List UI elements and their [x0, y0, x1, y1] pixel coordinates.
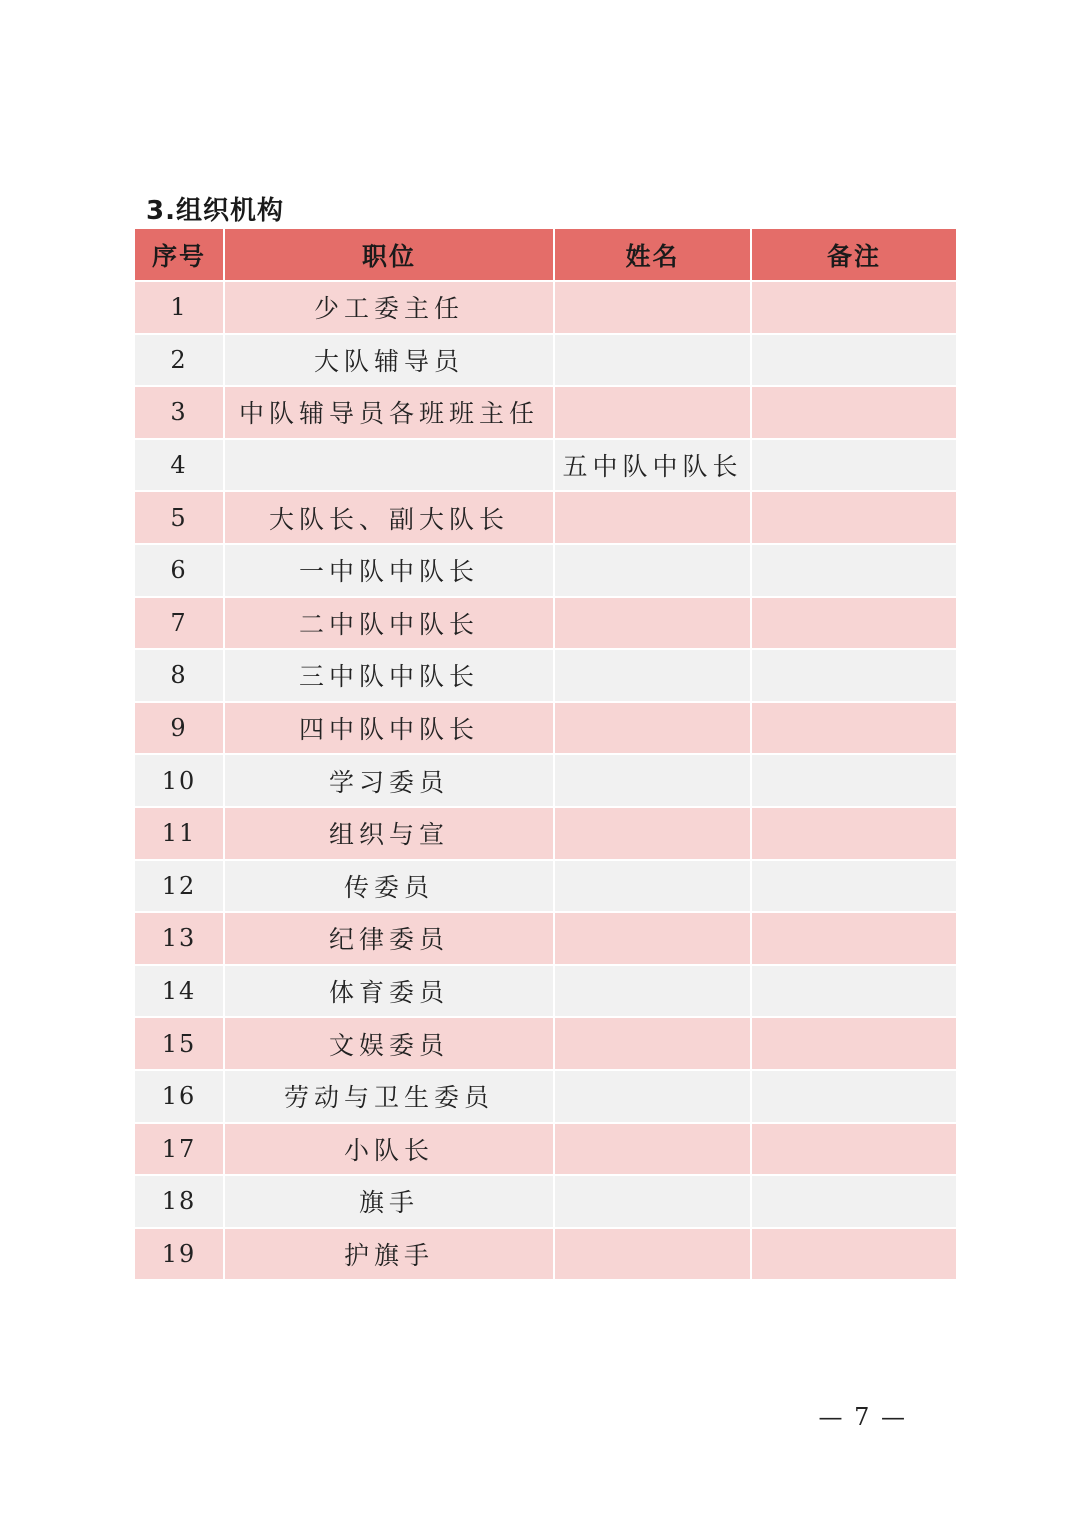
cell-name	[554, 702, 751, 755]
table-row	[135, 860, 956, 913]
header-note: 备注	[751, 229, 956, 281]
section-title: 3.组织机构	[146, 196, 284, 226]
cell-note	[751, 281, 956, 334]
cell-number: 16	[135, 1070, 224, 1123]
table-row	[135, 1175, 956, 1228]
cell-number: 5	[135, 491, 224, 544]
table-header-row	[135, 229, 956, 281]
cell-note	[751, 491, 956, 544]
cell-note	[751, 1175, 956, 1228]
header-position: 职位	[224, 229, 554, 281]
cell-note	[751, 1070, 956, 1123]
cell-number: 15	[135, 1017, 224, 1070]
cell-note	[751, 860, 956, 913]
cell-note	[751, 702, 956, 755]
cell-number: 6	[135, 544, 224, 597]
organization-table	[135, 229, 956, 1281]
cell-number: 11	[135, 807, 224, 860]
cell-number: 9	[135, 702, 224, 755]
table-row	[135, 386, 956, 439]
cell-note	[751, 544, 956, 597]
cell-position: 大队辅导员	[224, 334, 554, 387]
cell-position	[224, 439, 554, 492]
cell-note	[751, 1123, 956, 1176]
table-row	[135, 649, 956, 702]
cell-position: 体育委员	[224, 965, 554, 1018]
table-body	[135, 281, 956, 1280]
cell-position: 护旗手	[224, 1228, 554, 1281]
cell-note	[751, 439, 956, 492]
cell-name	[554, 1017, 751, 1070]
cell-note	[751, 1017, 956, 1070]
cell-number: 19	[135, 1228, 224, 1281]
table-row	[135, 334, 956, 387]
page-number: — 7 —	[818, 1403, 907, 1431]
cell-number: 8	[135, 649, 224, 702]
table-row	[135, 702, 956, 755]
cell-name	[554, 334, 751, 387]
cell-name	[554, 281, 751, 334]
cell-note	[751, 386, 956, 439]
cell-note	[751, 912, 956, 965]
table-row	[135, 912, 956, 965]
cell-note	[751, 649, 956, 702]
cell-note	[751, 334, 956, 387]
cell-position: 纪律委员	[224, 912, 554, 965]
table-row	[135, 439, 956, 492]
cell-name	[554, 807, 751, 860]
cell-position: 学习委员	[224, 754, 554, 807]
cell-number: 12	[135, 860, 224, 913]
cell-position: 文娱委员	[224, 1017, 554, 1070]
header-number: 序号	[135, 229, 224, 281]
header-name: 姓名	[554, 229, 751, 281]
cell-position: 一中队中队长	[224, 544, 554, 597]
table-row	[135, 597, 956, 650]
cell-number: 4	[135, 439, 224, 492]
cell-number: 14	[135, 965, 224, 1018]
table-row	[135, 1070, 956, 1123]
cell-name	[554, 860, 751, 913]
cell-position: 三中队中队长	[224, 649, 554, 702]
table-row	[135, 281, 956, 334]
cell-name	[554, 1070, 751, 1123]
cell-number: 18	[135, 1175, 224, 1228]
table-row	[135, 965, 956, 1018]
cell-position: 二中队中队长	[224, 597, 554, 650]
cell-note	[751, 597, 956, 650]
cell-position: 组织与宣	[224, 807, 554, 860]
table-row	[135, 1228, 956, 1281]
cell-number: 13	[135, 912, 224, 965]
cell-number: 1	[135, 281, 224, 334]
cell-name	[554, 1228, 751, 1281]
cell-position: 劳动与卫生委员	[224, 1070, 554, 1123]
cell-position: 中队辅导员各班班主任	[224, 386, 554, 439]
cell-name	[554, 386, 751, 439]
cell-note	[751, 1228, 956, 1281]
cell-note	[751, 807, 956, 860]
table-row	[135, 1017, 956, 1070]
cell-name	[554, 597, 751, 650]
cell-position: 小队长	[224, 1123, 554, 1176]
cell-name	[554, 754, 751, 807]
table-row	[135, 807, 956, 860]
cell-name: 五中队中队长	[554, 439, 751, 492]
cell-number: 2	[135, 334, 224, 387]
table-row	[135, 754, 956, 807]
cell-name	[554, 912, 751, 965]
cell-position: 四中队中队长	[224, 702, 554, 755]
cell-position: 旗手	[224, 1175, 554, 1228]
table-row	[135, 544, 956, 597]
cell-name	[554, 965, 751, 1018]
cell-name	[554, 544, 751, 597]
cell-position: 大队长、副大队长	[224, 491, 554, 544]
cell-note	[751, 754, 956, 807]
cell-name	[554, 649, 751, 702]
table-row	[135, 491, 956, 544]
cell-number: 10	[135, 754, 224, 807]
cell-position: 传委员	[224, 860, 554, 913]
cell-position: 少工委主任	[224, 281, 554, 334]
cell-number: 17	[135, 1123, 224, 1176]
cell-name	[554, 1123, 751, 1176]
cell-name	[554, 491, 751, 544]
table-row	[135, 1123, 956, 1176]
cell-number: 3	[135, 386, 224, 439]
cell-name	[554, 1175, 751, 1228]
cell-number: 7	[135, 597, 224, 650]
cell-note	[751, 965, 956, 1018]
